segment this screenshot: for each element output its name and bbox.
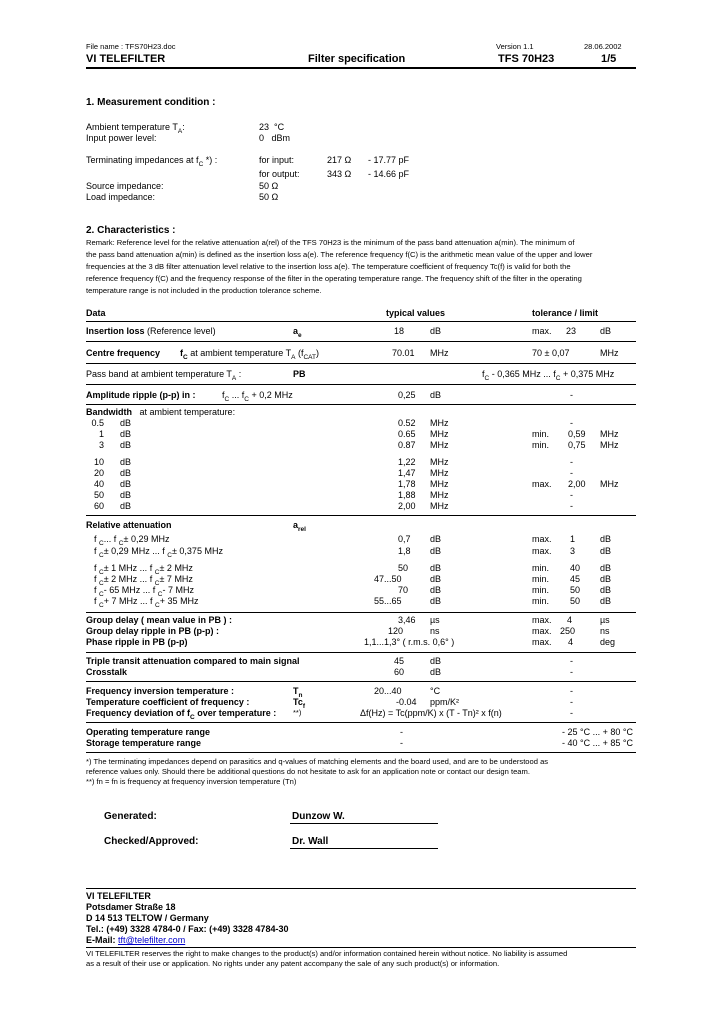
gd-ripple-lim-value: 250: [560, 626, 576, 636]
bw-level-unit: dB: [120, 440, 132, 450]
relatt-range: f $_C$... f $_C$± 0,29 MHz: [94, 534, 170, 547]
bw-level: 0.5: [91, 418, 104, 428]
phase-ripple-lim-unit: deg: [600, 637, 616, 647]
ambient-value: 23 °C: [259, 122, 285, 132]
header-rule: [86, 67, 636, 69]
temp-coeff-symbol: $Tc_f$: [293, 697, 306, 710]
bw-lim-value: 2,00: [568, 479, 586, 489]
relatt-value-unit: dB: [430, 563, 442, 573]
contact-street: Potsdamer Straße 18: [86, 902, 176, 912]
disclaimer-line: as a result of their use or application. No rights under any patent accompany the sale of any such product(s) or information.: [86, 959, 500, 968]
relatt-value-unit: dB: [430, 574, 442, 584]
output-resistance: 343 Ω: [327, 169, 352, 179]
section2-title: 2. Characteristics :: [86, 225, 176, 236]
remark-line: the pass band attenuation a(min) is defined as the insertion loss a(e). The reference frequency f(C) is the arithmetic mean value of the upper and lower: [86, 250, 593, 259]
page-number: 1/5: [601, 53, 617, 65]
bw-level: 40: [93, 479, 104, 489]
crosstalk-label: Crosstalk: [86, 667, 128, 677]
signature-line: [290, 823, 438, 824]
disclaimer-line: VI TELEFILTER reserves the right to make changes to the product(s) and/or information contained herein without notice. No liability is assumed: [86, 949, 568, 958]
bw-lim: -: [570, 457, 573, 467]
bw-level: 60: [93, 501, 104, 511]
input-power-label: Input power level:: [86, 133, 157, 143]
bw-value: 0.65: [398, 429, 416, 439]
email-link[interactable]: tft@telefilter.com: [118, 935, 186, 945]
triple-transit-label: Triple transit attenuation compared to main signal: [86, 656, 300, 666]
phase-ripple-label: Phase ripple in PB (p-p): [86, 637, 188, 647]
bw-value-unit: MHz: [430, 479, 449, 489]
doc-title: Filter specification: [308, 53, 406, 65]
contact-city: D 14 513 TELTOW / Germany: [86, 913, 209, 923]
freq-inv-temp-symbol: $T_n$: [293, 686, 303, 699]
bw-lim-unit: MHz: [600, 479, 619, 489]
relatt-lim-value: 40: [570, 563, 581, 573]
relatt-lim-unit: dB: [600, 546, 612, 556]
relatt-range: f $_C$± 1 MHz ... f $_C$± 2 MHz: [94, 563, 193, 576]
group-delay-value: 3,46: [398, 615, 416, 625]
input-capacitance: - 17.77 pF: [368, 155, 410, 165]
bw-lim-unit: MHz: [600, 440, 619, 450]
checked-label: Checked/Approved:: [104, 836, 199, 847]
relatt-lim-unit: dB: [600, 534, 612, 544]
relatt-lim: min.: [532, 563, 550, 573]
remark-paragraph: [86, 237, 635, 297]
centre-freq-lim: 70 ± 0,07: [532, 348, 570, 358]
crosstalk-value: 60: [394, 667, 405, 677]
relatt-lim-value: 50: [570, 596, 581, 606]
freq-inv-temp-unit: °C: [430, 686, 441, 696]
relatt-lim: max.: [532, 534, 552, 544]
group-delay-unit: µs: [430, 615, 440, 625]
operating-temp-lim: - 25 °C ... + 80 °C: [562, 727, 633, 737]
relatt-range: f $_C$- 65 MHz ... f $_C$- 7 MHz: [94, 585, 195, 598]
bw-lim: -: [570, 490, 573, 500]
table-rule: [86, 404, 636, 405]
bw-lim: -: [570, 468, 573, 478]
checked-name: Dr. Wall: [292, 836, 329, 847]
bandwidth-label: Bandwidth at ambient temperature:: [86, 407, 236, 417]
bw-value: 2,00: [398, 501, 416, 511]
ripple-label: Amplitude ripple (p-p) in :: [86, 390, 196, 400]
triple-transit-lim: -: [570, 656, 573, 666]
table-rule: [86, 321, 636, 322]
relatt-value: 1,8: [398, 546, 411, 556]
group-delay-lim: max.: [532, 615, 552, 625]
remark-line: reference frequency f(C) and the frequency response of the filter in the operating temperature range. The frequency shift of the filter in the operating: [86, 274, 582, 283]
gd-ripple-lim-unit: ns: [600, 626, 610, 636]
freq-deviation-label: Frequency deviation of $f_C$ over temperature :: [86, 708, 277, 721]
input-resistance: 217 Ω: [327, 155, 352, 165]
temp-coeff-lim: -: [570, 697, 573, 707]
relatt-lim-unit: dB: [600, 585, 612, 595]
relatt-lim: min.: [532, 574, 550, 584]
signature-line: [290, 848, 438, 849]
bw-value: 1,22: [398, 457, 416, 467]
table-rule: [86, 722, 636, 723]
bw-lim: min.: [532, 440, 550, 450]
ripple-lim: -: [570, 390, 573, 400]
bw-value-unit: MHz: [430, 501, 449, 511]
relatt-lim-unit: dB: [600, 574, 612, 584]
freq-deviation-formula: Δf(Hz) = Tc(ppm/K) x (T - Tn)² x f(n): [360, 708, 502, 718]
output-capacitance: - 14.66 pF: [368, 169, 410, 179]
insertion-symbol: $a_e$: [293, 326, 302, 339]
relatt-value: 55...65: [374, 596, 402, 606]
part-number: TFS 70H23: [498, 53, 555, 65]
crosstalk-unit: dB: [430, 667, 442, 677]
input-power-value: 0 dBm: [259, 133, 291, 143]
bw-value: 0.87: [398, 440, 416, 450]
gd-ripple-unit: ns: [430, 626, 440, 636]
relatt-value-unit: dB: [430, 546, 442, 556]
relatt-lim: min.: [532, 585, 550, 595]
ripple-range: $f_C$ ... $f_C + 0,2$ MHz: [222, 390, 293, 403]
bw-level-unit: dB: [120, 501, 132, 511]
triple-transit-value: 45: [394, 656, 405, 666]
storage-temp-label: Storage temperature range: [86, 738, 202, 748]
group-delay-lim-unit: µs: [600, 615, 610, 625]
passband-symbol: PB: [293, 369, 306, 379]
footnote-1-line-1: *) The terminating impedances depend on parasitics and q-values of matching elements and the board used, and are to be understood as: [86, 757, 549, 766]
remark-line: Remark: Reference level for the relative attenuation a(rel) of the TFS 70H23 is the minimum of the pass band attenuation a(min). The minimum of: [86, 238, 575, 247]
bw-lim: max.: [532, 479, 552, 489]
bw-value-unit: MHz: [430, 468, 449, 478]
temp-coeff-unit: ppm/K²: [430, 697, 460, 707]
relatt-lim-value: 3: [570, 546, 576, 556]
relatt-lim-value: 1: [570, 534, 576, 544]
ripple-value: 0,25: [398, 390, 416, 400]
relatt-lim: max.: [532, 546, 552, 556]
passband-label: Pass band at ambient temperature $T_A$ :: [86, 369, 242, 382]
bw-lim-unit: MHz: [600, 429, 619, 439]
temp-coeff-label: Temperature coefficient of frequency :: [86, 697, 250, 707]
temp-coeff-value: -0.04: [396, 697, 417, 707]
passband-range: $f_C - 0,365$ MHz ... $f_C + 0,375$ MHz: [482, 369, 615, 382]
company-name: VI TELEFILTER: [86, 53, 166, 65]
relatt-value: 50: [398, 563, 409, 573]
bw-level-unit: dB: [120, 468, 132, 478]
freq-inv-temp-label: Frequency inversion temperature :: [86, 686, 235, 696]
centre-freq-desc: $f_C$ at ambient temperature $T_A$ $(f_{CAT})$: [180, 348, 319, 361]
source-impedance-value: 50 Ω: [259, 181, 279, 191]
relatt-label: Relative attenuation: [86, 520, 172, 530]
group-delay-label: Group delay ( mean value in PB ) :: [86, 615, 233, 625]
bw-level: 10: [93, 457, 104, 467]
bw-level: 50: [93, 490, 104, 500]
footnote-2: **) fn = fn is frequency at frequency inversion temperature (Tn): [86, 777, 297, 786]
bw-level: 20: [93, 468, 104, 478]
table-head-tolerance: tolerance / limit: [532, 308, 599, 318]
centre-freq-unit: MHz: [430, 348, 449, 358]
relatt-value: 0,7: [398, 534, 411, 544]
bw-value: 1,47: [398, 468, 416, 478]
relatt-symbol: $a_{rel}$: [293, 520, 306, 533]
table-head-typical: typical values: [386, 308, 446, 318]
gd-ripple-lim: max.: [532, 626, 552, 636]
version: Version 1.1: [496, 42, 534, 51]
triple-transit-unit: dB: [430, 656, 442, 666]
bw-level-unit: dB: [120, 429, 132, 439]
relatt-value-unit: dB: [430, 596, 442, 606]
bw-lim-value: 0,59: [568, 429, 586, 439]
ripple-unit: dB: [430, 390, 442, 400]
gd-ripple-label: Group delay ripple in PB (p-p) :: [86, 626, 220, 636]
centre-freq-label: Centre frequency: [86, 348, 161, 358]
insertion-unit: dB: [430, 326, 442, 336]
section1-title: 1. Measurement condition :: [86, 97, 216, 108]
for-input-label: for input:: [259, 155, 295, 165]
bw-value-unit: MHz: [430, 440, 449, 450]
table-rule: [86, 652, 636, 653]
footer-rule: [86, 947, 636, 948]
relatt-value-unit: dB: [430, 585, 442, 595]
file-name: File name : TFS70H23.doc: [86, 42, 176, 51]
phase-ripple-value: 1,1...1,3° ( r.m.s. 0,6° ): [364, 637, 455, 647]
insertion-lim-value: 23: [566, 326, 577, 336]
operating-temp-value: -: [400, 727, 403, 737]
table-rule: [86, 612, 636, 613]
table-rule: [86, 515, 636, 516]
bw-value-unit: MHz: [430, 418, 449, 428]
bw-lim: min.: [532, 429, 550, 439]
insertion-lim: max.: [532, 326, 552, 336]
relatt-range: f $_C$+ 7 MHz ... f $_C$+ 35 MHz: [94, 596, 199, 609]
bw-level: 3: [98, 440, 104, 450]
source-impedance-label: Source impedance:: [86, 181, 164, 191]
bw-level: 1: [98, 429, 104, 439]
bw-value: 1,88: [398, 490, 416, 500]
for-output-label: for output:: [259, 169, 300, 179]
bw-level-unit: dB: [120, 457, 132, 467]
relatt-lim-value: 45: [570, 574, 581, 584]
relatt-lim-value: 50: [570, 585, 581, 595]
generated-name: Dunzow W.: [292, 811, 345, 822]
insertion-loss-label: Insertion loss (Reference level): [86, 326, 216, 336]
operating-temp-label: Operating temperature range: [86, 727, 211, 737]
freq-inv-temp-lim: -: [570, 686, 573, 696]
relatt-lim: min.: [532, 596, 550, 606]
relatt-value: 70: [398, 585, 409, 595]
load-impedance-label: Load impedance:: [86, 192, 156, 202]
contact-email-row: E-Mail: tft@telefilter.com: [86, 935, 186, 945]
relatt-lim-unit: dB: [600, 563, 612, 573]
disclaimer: [86, 949, 635, 969]
insertion-lim-unit: dB: [600, 326, 612, 336]
freq-deviation-lim: -: [570, 708, 573, 718]
table-rule: [86, 384, 636, 385]
footer-rule: [86, 888, 636, 889]
bw-value: 1,78: [398, 479, 416, 489]
group-delay-lim-value: 4: [567, 615, 573, 625]
load-impedance-value: 50 Ω: [259, 192, 279, 202]
insertion-value: 18: [394, 326, 405, 336]
freq-inv-temp-value: 20...40: [374, 686, 402, 696]
relatt-range: f $_C$± 0,29 MHz ... f $_C$± 0,375 MHz: [94, 546, 223, 559]
crosstalk-lim: -: [570, 667, 573, 677]
doc-date: 28.06.2002: [584, 42, 622, 51]
remark-line: temperature range is not included in the production tolerance scheme.: [86, 286, 322, 295]
ambient-label: Ambient temperature $T_A$:: [86, 122, 185, 135]
contact-company: VI TELEFILTER: [86, 891, 151, 901]
relatt-lim-unit: dB: [600, 596, 612, 606]
footnote-1-line-2: reference values only. Should there be additional questions do not hesitate to ask for an application note or contact our design team.: [86, 767, 530, 776]
relatt-range: f $_C$± 2 MHz ... f $_C$± 7 MHz: [94, 574, 193, 587]
table-rule: [86, 752, 636, 753]
footnotes: [86, 757, 635, 787]
term-impedance-label: Terminating impedances at $f_C$ *) :: [86, 155, 218, 168]
bw-level-unit: dB: [120, 418, 132, 428]
bw-value-unit: MHz: [430, 457, 449, 467]
storage-temp-value: -: [400, 738, 403, 748]
generated-label: Generated:: [104, 811, 157, 822]
relatt-value-unit: dB: [430, 534, 442, 544]
phase-ripple-lim: max.: [532, 637, 552, 647]
bw-level-unit: dB: [120, 490, 132, 500]
bw-level-unit: dB: [120, 479, 132, 489]
table-head-data: Data: [86, 308, 106, 318]
freq-deviation-symbol: **): [293, 708, 302, 717]
gd-ripple-value: 120: [388, 626, 404, 636]
table-rule: [86, 341, 636, 342]
bw-value-unit: MHz: [430, 429, 449, 439]
bw-value: 0.52: [398, 418, 416, 428]
phase-ripple-lim-value: 4: [568, 637, 574, 647]
contact-phone: Tel.: (+49) 3328 4784-0 / Fax: (+49) 3328 4784-30: [86, 924, 289, 934]
centre-freq-value: 70.01: [392, 348, 415, 358]
centre-freq-lim-unit: MHz: [600, 348, 619, 358]
relatt-value: 47...50: [374, 574, 402, 584]
table-rule: [86, 681, 636, 682]
bw-lim: -: [570, 418, 573, 428]
bw-value-unit: MHz: [430, 490, 449, 500]
bw-lim-value: 0,75: [568, 440, 586, 450]
bw-lim: -: [570, 501, 573, 511]
remark-line: frequencies at the 3 dB filter attenuation level relative to the insertion loss a(e). The temperature coefficient of frequency Tc(f) is valid for both the: [86, 262, 571, 271]
table-rule: [86, 363, 636, 364]
storage-temp-lim: - 40 °C ... + 85 °C: [562, 738, 633, 748]
